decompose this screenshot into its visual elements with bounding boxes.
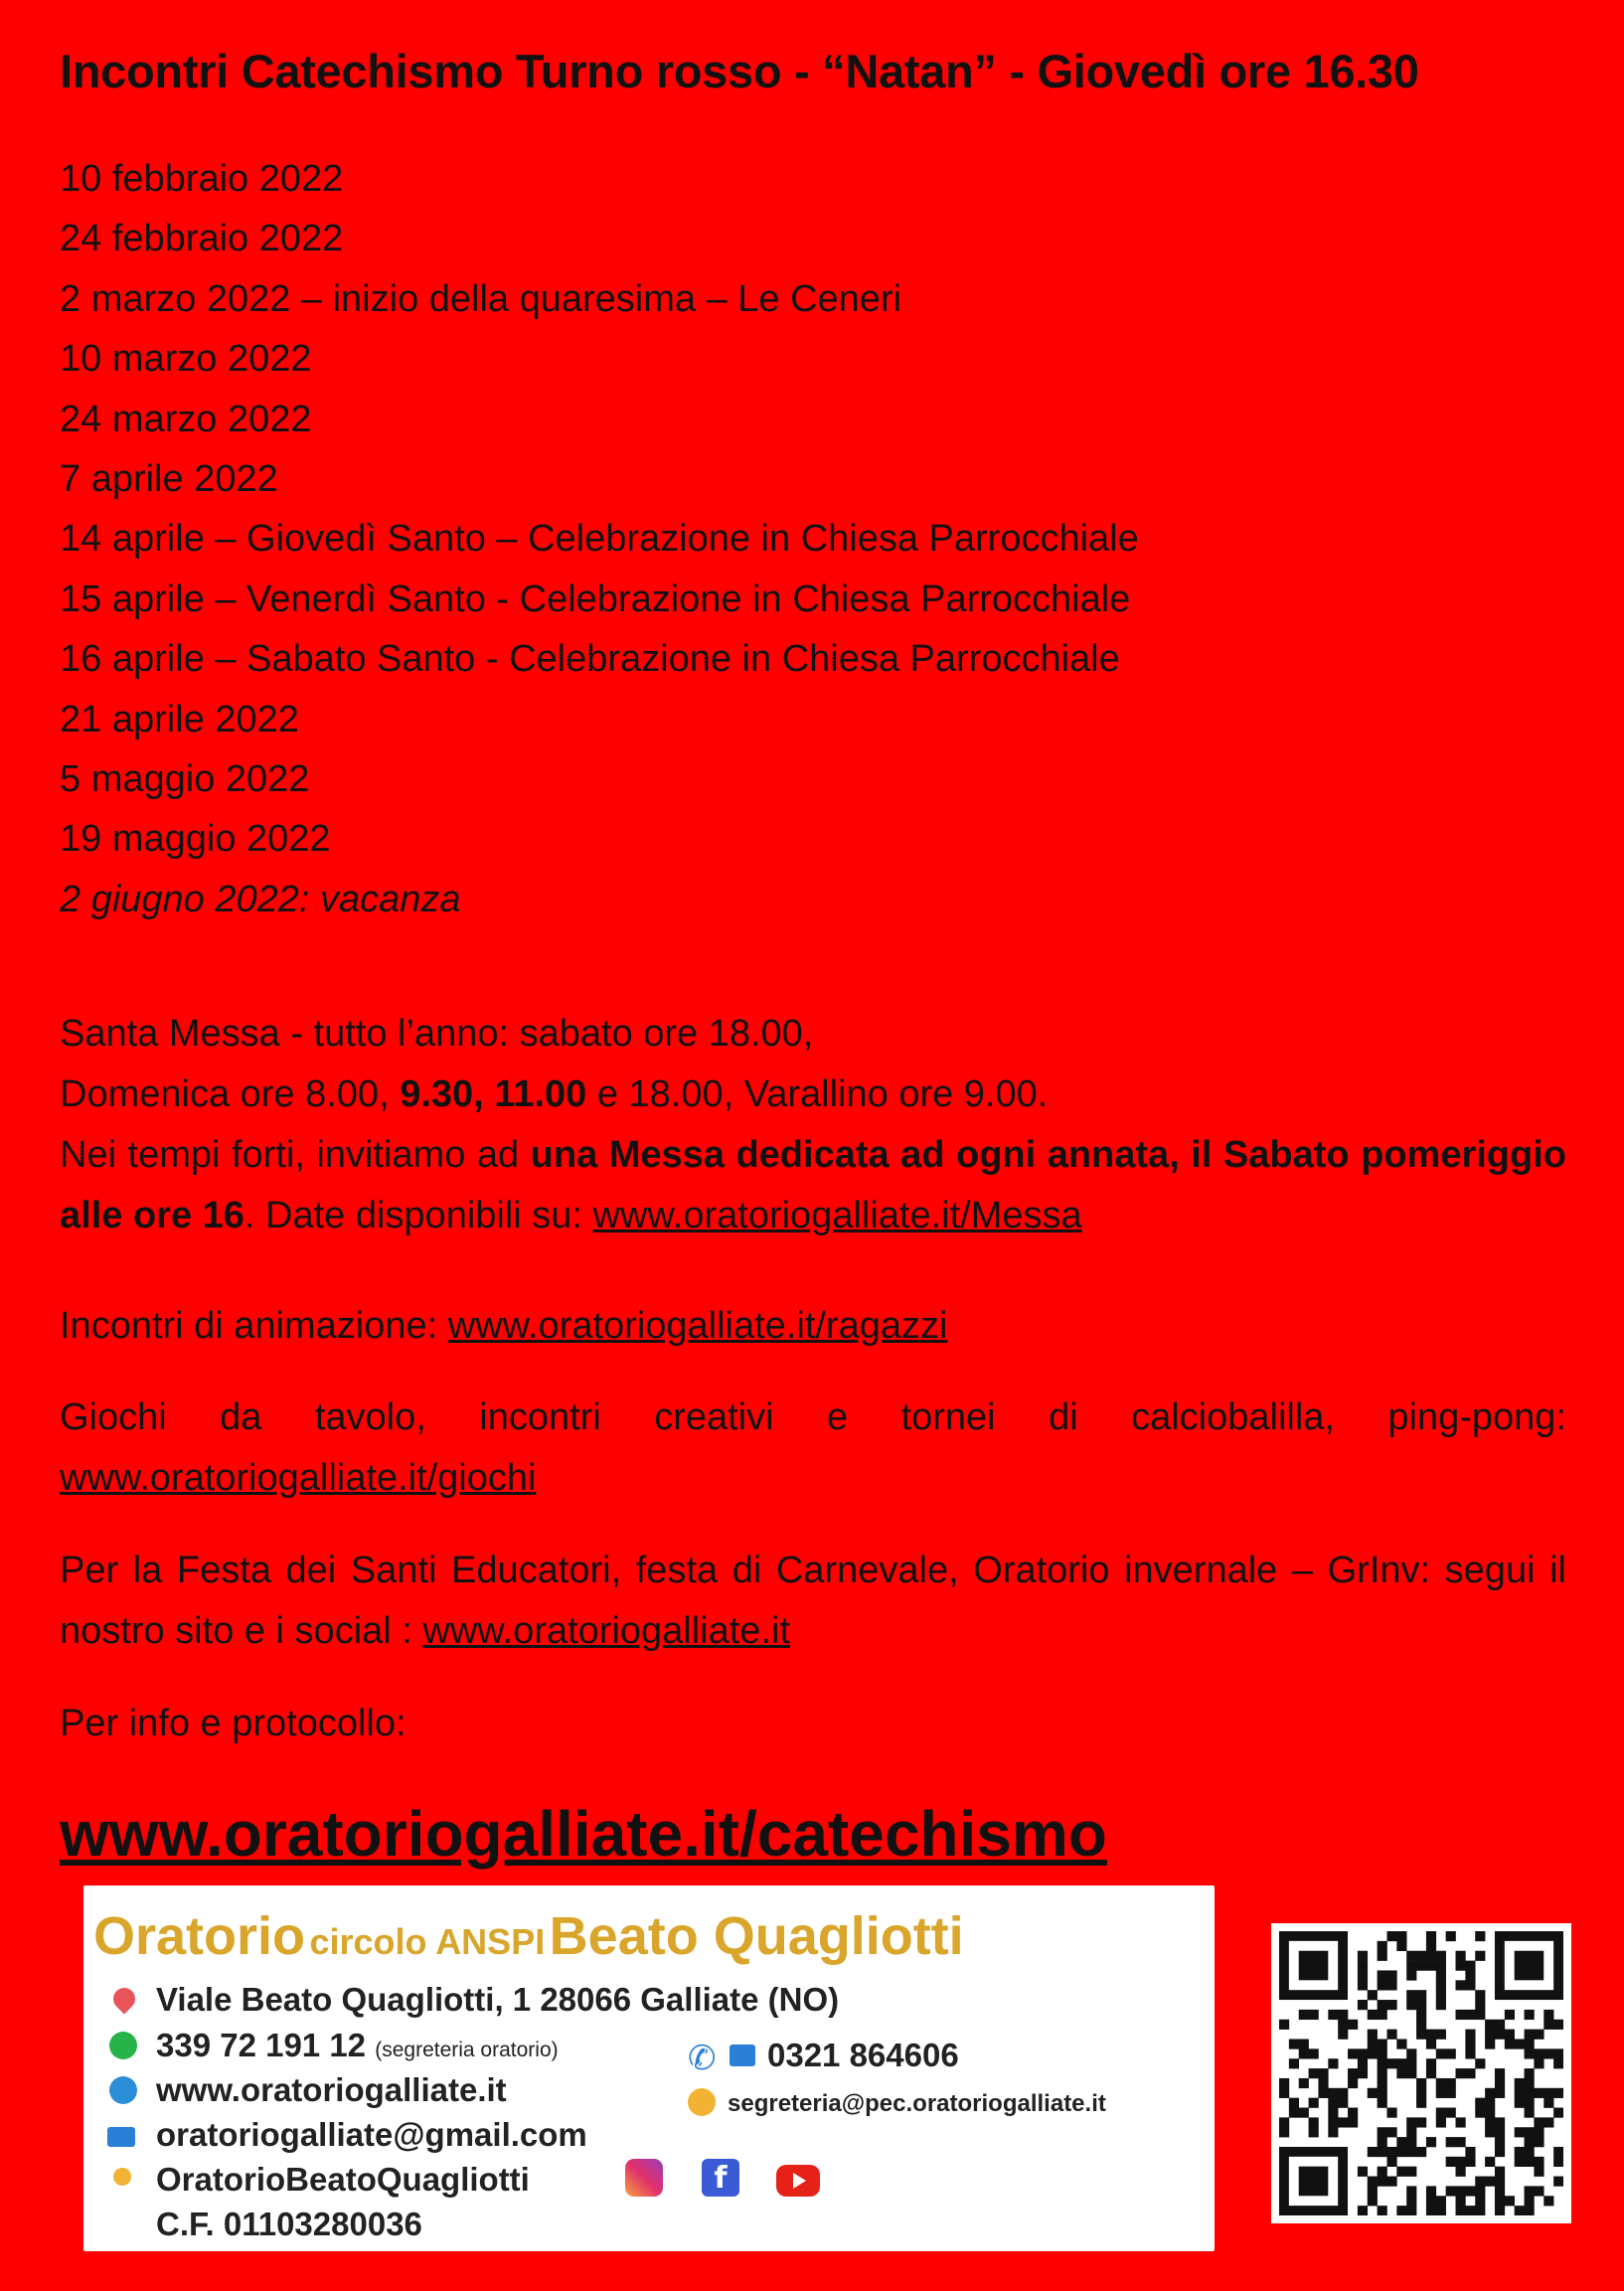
card-social: OratorioBeatoQuagliotti — [156, 2161, 530, 2198]
info-label: Per info e protocollo: — [60, 1703, 406, 1744]
animazione-section: Incontri di animazione: www.oratoriogalliate.it/ragazzi — [60, 1305, 948, 1347]
card-phone-fixed: 0321 864606 — [767, 2037, 959, 2073]
messa-link[interactable]: www.oratoriogalliate.it/Messa — [592, 1195, 1082, 1236]
card-email[interactable]: oratoriogalliate@gmail.com — [156, 2116, 587, 2153]
card-title: Oratorio circolo ANSPI Beato Quagliotti — [93, 1906, 964, 1966]
card-phone-mobile: 339 72 191 12 (segreteria oratorio) — [156, 2027, 559, 2063]
messa-line-2: Domenica ore 8.00, 9.30, 11.00 e 18.00, Varallino ore 9.00. — [60, 1073, 1049, 1115]
date-item: 2 giugno 2022: vacanza — [60, 878, 461, 920]
date-item: 10 marzo 2022 — [60, 338, 312, 381]
card-address: Viale Beato Quagliotti, 1 28066 Galliate (NO) — [156, 1981, 840, 2018]
date-item: 5 maggio 2022 — [60, 758, 310, 801]
pec-icon — [688, 2088, 716, 2116]
qr-code[interactable] — [1271, 1923, 1571, 2223]
date-item: 19 maggio 2022 — [60, 818, 331, 861]
card-pec[interactable]: segreteria@pec.oratoriogalliate.it — [728, 2090, 1106, 2117]
messa-line-3: Nei tempi forti, invitiamo ad una Messa dedicata ad ogni annata, il Sabato pomeriggio alle ore 16. Date disponibili su: www.oratoriogalliate.it/Messa — [60, 1134, 1566, 1236]
sparkle-icon — [113, 2168, 131, 2186]
date-list — [60, 149, 1566, 929]
date-item: 2 marzo 2022 – inizio della quaresima – Le Ceneri — [60, 277, 902, 320]
date-item: 24 marzo 2022 — [60, 398, 312, 440]
card-cf: C.F. 01103280036 — [156, 2206, 422, 2242]
date-item: 7 aprile 2022 — [60, 458, 278, 501]
page-title: Incontri Catechismo Turno rosso - “Natan” - Giovedì ore 16.30 — [60, 45, 1419, 97]
date-item: 14 aprile – Giovedì Santo – Celebrazione in Chiesa Parrocchiale — [60, 518, 1139, 561]
email-icon — [107, 2127, 135, 2147]
phone-icon: ✆ — [688, 2040, 717, 2077]
facebook-icon[interactable]: f — [702, 2159, 739, 2197]
card-website[interactable]: www.oratoriogalliate.it — [156, 2071, 507, 2108]
giochi-link[interactable]: www.oratoriogalliate.it/giochi — [60, 1457, 537, 1499]
date-item: 21 aprile 2022 — [60, 698, 299, 740]
globe-icon — [109, 2076, 137, 2104]
date-item: 10 febbraio 2022 — [60, 158, 344, 200]
whatsapp-icon — [109, 2032, 137, 2059]
animazione-link[interactable]: www.oratoriogalliate.it/ragazzi — [447, 1305, 948, 1347]
date-item: 15 aprile – Venerdì Santo - Celebrazione in Chiesa Parrocchiale — [60, 577, 1131, 620]
instagram-icon[interactable] — [625, 2159, 663, 2197]
festa-section: Per la Festa dei Santi Educatori, festa di Carnevale, Oratorio invernale – GrInv: segui il nostro sito e i social : www.oratoriogalliate.it — [60, 1550, 1566, 1652]
qr-code-image — [1279, 1931, 1563, 2215]
oratorio-contact-card — [83, 1885, 1215, 2251]
festa-link[interactable]: www.oratoriogalliate.it — [422, 1610, 790, 1652]
catechismo-link[interactable]: www.oratoriogalliate.it/catechismo — [60, 1798, 1107, 1870]
messa-section — [60, 1004, 1566, 1246]
date-item: 24 febbraio 2022 — [60, 218, 344, 260]
youtube-icon[interactable] — [776, 2165, 820, 2197]
date-item: 16 aprile – Sabato Santo - Celebrazione in Chiesa Parrocchiale — [60, 638, 1120, 681]
location-pin-icon — [108, 1983, 139, 2014]
messa-line-1: Santa Messa - tutto l’anno: sabato ore 18.00, — [60, 1013, 814, 1055]
fax-icon — [730, 2045, 755, 2066]
giochi-section: Giochi da tavolo, incontri creativi e tornei di calciobalilla, ping-pong: www.oratoriogalliate.it/giochi — [60, 1396, 1566, 1499]
